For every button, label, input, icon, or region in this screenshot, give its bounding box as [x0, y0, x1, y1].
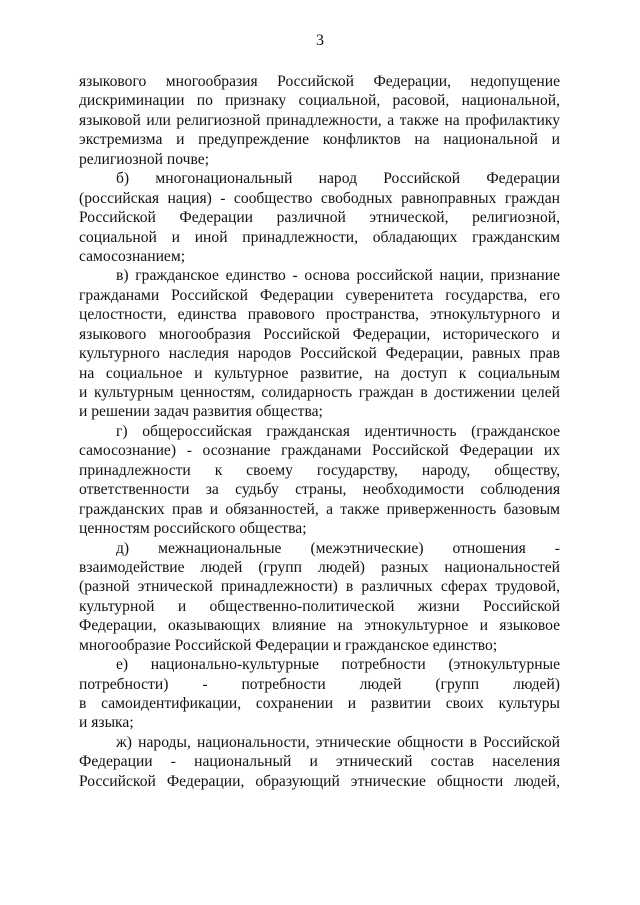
text-line: взаимодействие людей (групп людей) разных национальностей — [79, 558, 560, 576]
text-line: Российской Федерации различной этнической, религиозной, — [79, 209, 560, 227]
text-line: ответственности за судьбу страны, необходимости соблюдения — [79, 481, 560, 499]
text-line: потребности) - потребности людей (групп людей) — [79, 675, 560, 693]
text-line: (разной этнической принадлежности) в различных сферах трудовой, — [79, 578, 560, 596]
text-line: многообразие Российской Федерации и гражданское единство; — [79, 636, 498, 654]
text-line: Федерации, оказывающих влияние на этнокультурное и языковое — [79, 617, 560, 635]
paragraph-first-line: б) многонациональный народ Российской Федерации — [116, 170, 560, 188]
text-line: религиозной почве; — [79, 150, 210, 168]
text-line: языковой или религиозной принадлежности, а также на профилактику — [79, 111, 560, 129]
text-line: в самоидентификации, сохранении и развитии своих культуры — [79, 695, 560, 712]
text-line: Федерации - национальный и этнический состав населения — [79, 753, 560, 771]
text-line: языкового многообразия Российской Федерации, исторического и — [79, 325, 560, 343]
paragraph-first-line: в) гражданское единство - основа российской нации, признание — [116, 267, 560, 285]
text-line: Российской Федерации, образующий этнические общности людей, — [79, 772, 560, 790]
text-line: ценностям российского общества; — [79, 520, 307, 538]
paragraph-first-line: г) общероссийская гражданская идентичность (гражданское — [116, 422, 560, 440]
text-line: социальной и иной принадлежности, обладающих гражданским — [79, 228, 560, 246]
text-line: и культурным ценностям, солидарность граждан в достижении целей — [79, 384, 560, 401]
text-line: принадлежности к своему государству, народу, обществу, — [79, 461, 560, 479]
text-line: языкового многообразия Российской Федерации, недопущение — [79, 73, 560, 90]
text-line: самосознание) - осознание гражданами Российской Федерации их — [79, 442, 560, 460]
text-line: культурной и общественно-политической жизни Российской — [79, 597, 560, 615]
paragraph-first-line: д) межнациональные (межэтнические) отношения - — [116, 539, 560, 557]
text-line: целостности, единства правового пространства, этнокультурного и — [79, 306, 560, 324]
text-line: гражданских прав и обязанностей, а также приверженность базовым — [79, 500, 560, 518]
paragraph-first-line: ж) народы, национальности, этнические общности в Российской — [116, 733, 560, 751]
text-line: культурного наследия народов Российской Федерации, равных прав — [79, 345, 560, 363]
document-body — [79, 72, 560, 791]
text-line: экстремизма и предупреждение конфликтов на национальной и — [79, 131, 560, 149]
text-line: самосознанием; — [79, 247, 186, 265]
page-number: 3 — [316, 32, 324, 49]
text-line: на социальное и культурное развитие, на доступ к социальным — [79, 364, 560, 382]
text-line: (российская нация) - сообщество свободных равноправных граждан — [79, 189, 560, 207]
paragraph-first-line: е) национально-культурные потребности (этнокультурные — [116, 656, 560, 674]
text-line: гражданами Российской Федерации суверенитета государства, его — [79, 286, 560, 304]
text-line: и языка; — [79, 714, 134, 732]
text-line: и решении задач развития общества; — [79, 403, 323, 421]
text-line: дискриминации по признаку социальной, расовой, национальной, — [79, 92, 560, 110]
